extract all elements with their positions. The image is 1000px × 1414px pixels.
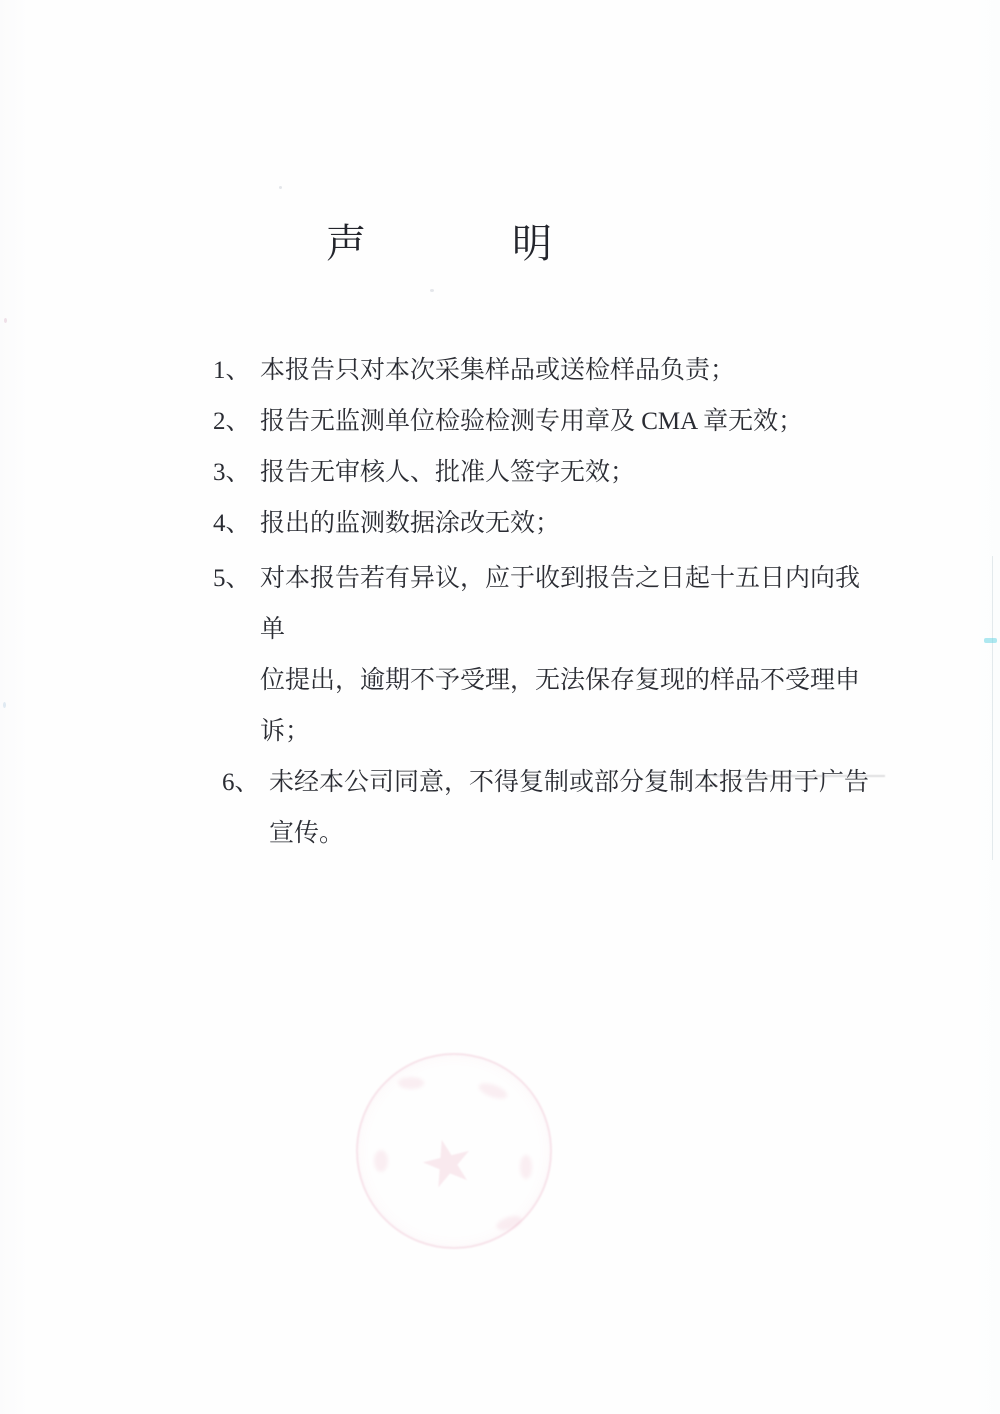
official-seal bbox=[356, 1053, 552, 1249]
seal-ink-mark bbox=[398, 1077, 424, 1089]
item-text bbox=[260, 396, 881, 447]
title-char-ming: 明 bbox=[512, 221, 552, 266]
item-number: 5、 bbox=[213, 565, 251, 592]
declaration-list bbox=[213, 345, 881, 859]
item-line: 未经本公司同意，不得复制或部分复制本报告用于广告宣传。 bbox=[269, 769, 870, 847]
item-line: 位提出，逾期不予受理，无法保存复现的样品不受理申诉； bbox=[260, 667, 861, 745]
item-number: 6、 bbox=[222, 769, 260, 796]
item-number: 2、 bbox=[213, 408, 251, 435]
item-number: 3、 bbox=[213, 459, 251, 486]
item-text bbox=[269, 757, 881, 859]
seal-ink-mark bbox=[495, 1213, 523, 1232]
seal-ink-mark bbox=[520, 1155, 532, 1179]
scan-speck-artifact bbox=[279, 186, 282, 189]
scan-speck-artifact bbox=[430, 289, 434, 292]
item-line: 报告无监测单位检验检测专用章及 CMA 章无效； bbox=[260, 408, 804, 435]
seal-ink-mark bbox=[374, 1150, 388, 1172]
declaration-item-1 bbox=[213, 345, 881, 396]
declaration-item-4 bbox=[213, 498, 881, 549]
scan-cyan-mark-artifact bbox=[984, 638, 997, 643]
scan-streak-artifact bbox=[713, 775, 885, 777]
scan-speck-artifact bbox=[3, 702, 6, 708]
item-line: 本报告只对本次采集样品或送检样品负责； bbox=[260, 357, 736, 384]
item-number: 1、 bbox=[213, 357, 251, 384]
scan-edge-line-artifact bbox=[992, 556, 993, 860]
seal-ink-mark bbox=[477, 1080, 509, 1102]
seal-star-icon: ★ bbox=[412, 1124, 483, 1204]
item-number: 4、 bbox=[213, 510, 251, 537]
item-line: 报告无审核人、批准人签字无效； bbox=[260, 459, 636, 486]
item-text bbox=[260, 345, 881, 396]
declaration-item-6 bbox=[222, 757, 881, 859]
item-line: 对本报告若有异议，应于收到报告之日起十五日内向我单 bbox=[260, 565, 861, 643]
item-line: 报出的监测数据涂改无效； bbox=[260, 510, 561, 537]
item-text bbox=[260, 447, 881, 498]
item-text bbox=[260, 498, 881, 549]
title-char-sheng: 声 bbox=[326, 221, 366, 266]
item-text bbox=[260, 553, 881, 757]
declaration-item-3 bbox=[213, 447, 881, 498]
declaration-item-2 bbox=[213, 396, 881, 447]
page-title bbox=[326, 212, 552, 269]
scan-speck-artifact bbox=[4, 318, 7, 323]
declaration-item-5 bbox=[213, 553, 881, 757]
